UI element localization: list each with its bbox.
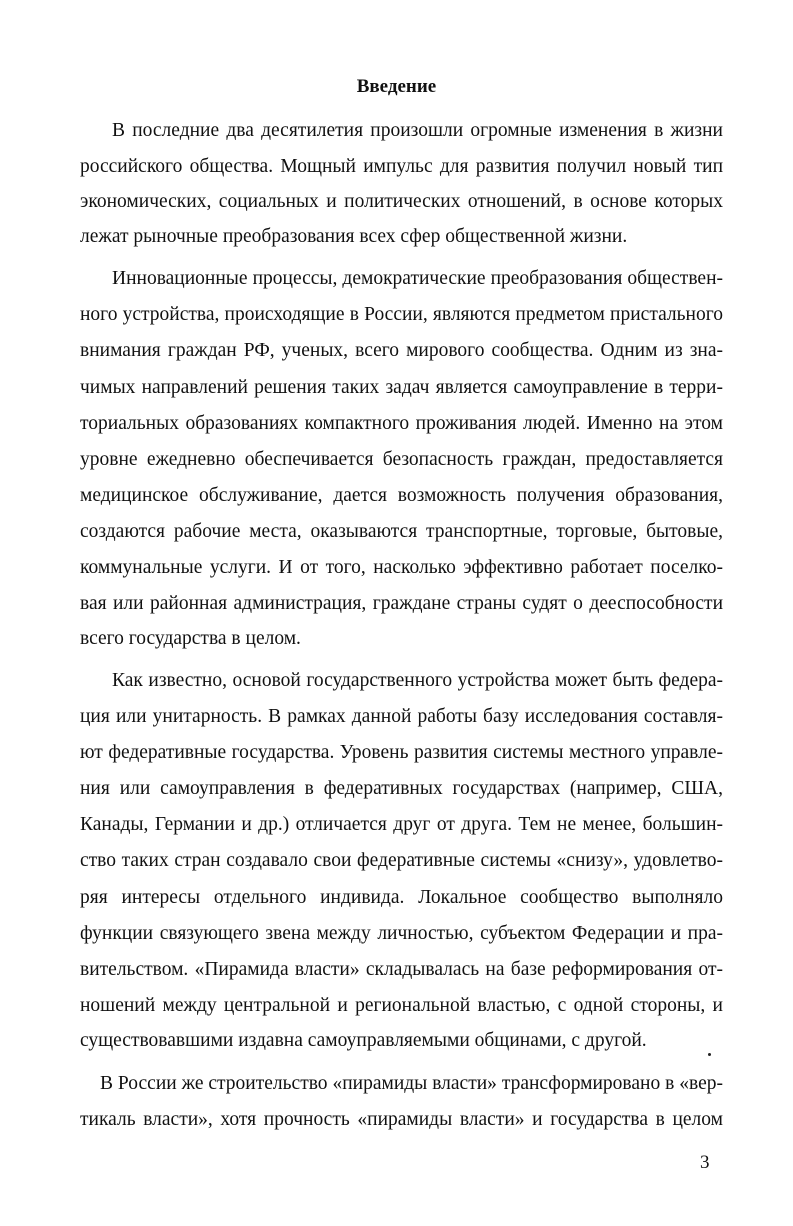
- text-line: внимания граждан РФ, ученых, всего мирового сообщества. Одним из зна-: [80, 340, 723, 361]
- text-line: уровне ежедневно обеспечивается безопасность граждан, предоставляется: [80, 449, 723, 470]
- page-number: 3: [700, 1152, 710, 1173]
- text-line: ство таких стран создавало свои федеративные системы «снизу», удовлетво-: [80, 850, 723, 871]
- page-title: Введение: [356, 76, 437, 97]
- scan-speck: [708, 1053, 711, 1056]
- text-line: ториальных образованиях компактного проживания людей. Именно на этом: [80, 413, 723, 434]
- text-line: ния или самоуправления в федеративных государствах (например, США,: [80, 778, 723, 799]
- text-line: существовавшими издавна самоуправляемыми общинами, с другой.: [80, 1030, 647, 1051]
- text-line: Канады, Германии и др.) отличается друг от друга. Тем не менее, большин-: [80, 814, 723, 835]
- text-line: экономических, социальных и политических отношений, в основе которых: [80, 191, 723, 212]
- text-line: ношений между центральной и региональной властью, с одной стороны, и: [80, 995, 723, 1016]
- text-line: вительством. «Пирамида власти» складывалась на базе реформирования от-: [80, 959, 723, 980]
- text-line: Как известно, основой государственного устройства может быть федера-: [112, 670, 723, 691]
- text-line: функции связующего звена между личностью, субъектом Федерации и пра-: [80, 923, 723, 944]
- text-line: ного устройства, происходящие в России, являются предметом пристального: [80, 304, 723, 325]
- text-line: вая или районная администрация, граждане страны судят о дееспособности: [80, 593, 723, 614]
- text-line: В России же строительство «пирамиды власти» трансформировано в «вер-: [100, 1073, 723, 1094]
- text-line: коммунальные услуги. И от того, насколько эффективно работает поселко-: [80, 557, 723, 578]
- text-line: лежат рыночные преобразования всех сфер общественной жизни.: [80, 226, 628, 247]
- text-line: российского общества. Мощный импульс для развития получил новый тип: [80, 156, 723, 177]
- text-line: медицинское обслуживание, дается возможность получения образования,: [80, 485, 723, 506]
- text-line: чимых направлений решения таких задач является самоуправление в терри-: [80, 377, 723, 398]
- text-line: ряя интересы отдельного индивида. Локальное сообщество выполняло: [80, 887, 723, 908]
- text-line: создаются рабочие места, оказываются транспортные, торговые, бытовые,: [80, 521, 723, 542]
- text-line: ция или унитарность. В рамках данной работы базу исследования составля-: [80, 706, 723, 727]
- text-line: всего государства в целом.: [80, 628, 301, 649]
- text-line: В последние два десятилетия произошли огромные изменения в жизни: [112, 120, 723, 141]
- text-line: Инновационные процессы, демократические преобразования обществен-: [112, 268, 723, 289]
- text-line: тикаль власти», хотя прочность «пирамиды власти» и государства в целом: [80, 1109, 723, 1130]
- text-line: ют федеративные государства. Уровень развития системы местного управле-: [80, 742, 723, 763]
